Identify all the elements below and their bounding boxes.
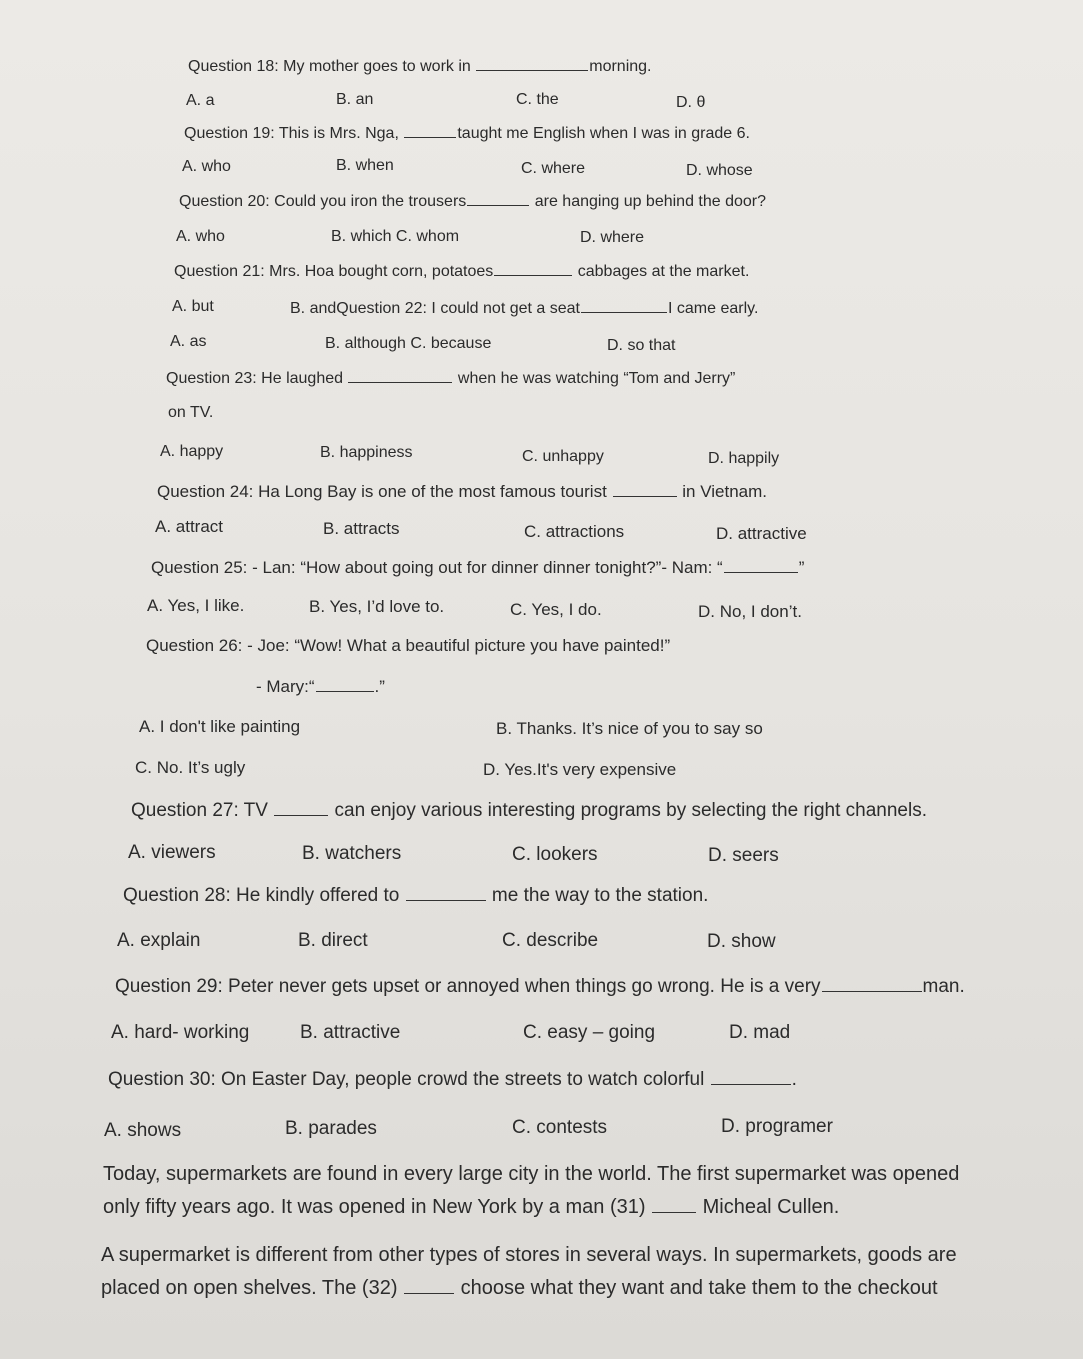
answer-blank[interactable]	[724, 571, 798, 573]
question-26-reply	[256, 677, 385, 697]
option-b[interactable]: B. Thanks. It’s nice of you to say so	[496, 719, 763, 738]
question-19-text-end: taught me English when I was in grade 6.	[457, 125, 750, 142]
option-c[interactable]: C. easy – going	[523, 1022, 656, 1043]
option-d[interactable]: D. so that	[607, 337, 676, 354]
answer-blank-31[interactable]	[652, 1211, 696, 1213]
option-c[interactable]: C. unhappy	[522, 448, 604, 465]
answer-blank[interactable]	[494, 274, 572, 276]
option-b[interactable]: B. watchers	[302, 843, 402, 864]
passage-line-4-text: placed on open shelves. The (32)	[101, 1277, 404, 1299]
option-b[interactable]: B. when	[336, 157, 394, 174]
option-d[interactable]: D. mad	[729, 1022, 791, 1043]
answer-blank[interactable]	[613, 495, 677, 497]
option-d[interactable]: D. happily	[708, 450, 780, 467]
option-c[interactable]: C. the	[516, 91, 559, 108]
passage-line-1: Today, supermarkets are found in every large city in the world. The first supermarket was opened	[103, 1163, 960, 1185]
option-a[interactable]: A. happy	[160, 443, 224, 460]
option-b-and-question-22	[290, 300, 758, 318]
question-20-text: Question 20: Could you iron the trousers	[179, 193, 467, 210]
question-29	[115, 976, 965, 998]
question-27-text-end: can enjoy various interesting programs by selecting the right channels.	[329, 800, 928, 821]
answer-blank[interactable]	[476, 69, 588, 71]
question-26: Question 26: - Joe: “Wow! What a beautiful picture you have painted!”	[146, 636, 671, 655]
question-29-text-end: man.	[922, 976, 965, 997]
question-23-text: Question 23: He laughed	[166, 370, 348, 387]
question-19-text: Question 19: This is Mrs. Nga,	[184, 125, 404, 142]
answer-blank[interactable]	[822, 990, 922, 992]
question-26-reply-text: - Mary:“	[256, 677, 315, 696]
option-b[interactable]: B. attractive	[300, 1022, 401, 1043]
option-b[interactable]: B. Yes, I’d love to.	[309, 597, 445, 616]
option-c[interactable]: C. No. It’s ugly	[135, 758, 246, 777]
question-25-text: Question 25: - Lan: “How about going out for dinner dinner tonight?”- Nam: “	[151, 558, 723, 577]
option-d[interactable]: D. θ	[676, 94, 706, 111]
option-c[interactable]: C. contests	[512, 1117, 608, 1138]
option-d[interactable]: D. attractive	[716, 524, 807, 543]
answer-blank-32[interactable]	[404, 1292, 454, 1294]
option-a[interactable]: A. as	[170, 333, 207, 350]
option-a[interactable]: A. viewers	[128, 842, 216, 863]
answer-blank[interactable]	[348, 381, 452, 383]
answer-blank[interactable]	[581, 311, 667, 313]
answer-blank[interactable]	[711, 1083, 791, 1085]
option-a[interactable]: A. Yes, I like.	[147, 596, 245, 615]
answer-blank[interactable]	[274, 814, 328, 816]
option-b[interactable]: B. an	[336, 91, 374, 108]
question-22-text: B. andQuestion 22: I could not get a seat	[290, 300, 580, 317]
question-23	[166, 370, 735, 388]
question-25	[151, 558, 804, 578]
question-30-text: Question 30: On Easter Day, people crowd the streets to watch colorful	[108, 1069, 710, 1090]
option-c[interactable]: C. Yes, I do.	[510, 600, 602, 619]
question-21	[174, 263, 749, 281]
option-d[interactable]: D. programer	[721, 1116, 833, 1137]
passage-line-4	[101, 1277, 938, 1300]
passage-line-2-end: Micheal Cullen.	[697, 1196, 840, 1218]
option-a[interactable]: A. hard- working	[111, 1022, 250, 1043]
question-24-text-end: in Vietnam.	[677, 482, 767, 501]
passage-line-3: A supermarket is different from other types of stores in several ways. In supermarkets, goods are	[101, 1244, 957, 1266]
option-b-c[interactable]: B. which C. whom	[331, 228, 460, 245]
question-19	[184, 125, 750, 143]
question-28-text-end: me the way to the station.	[486, 885, 709, 906]
question-20-text-end: are hanging up behind the door?	[530, 193, 767, 210]
question-21-text: Question 21: Mrs. Hoa bought corn, potatoes	[174, 263, 494, 280]
option-a[interactable]: A. but	[172, 298, 214, 315]
option-d[interactable]: D. No, I don’t.	[698, 602, 802, 621]
question-23-continued: on TV.	[168, 404, 214, 421]
question-22-text-end: I came early.	[667, 300, 759, 317]
option-a[interactable]: A. explain	[117, 930, 201, 951]
answer-blank[interactable]	[404, 136, 456, 138]
option-c[interactable]: C. lookers	[512, 844, 598, 865]
question-28-text: Question 28: He kindly offered to	[123, 885, 405, 906]
answer-blank[interactable]	[406, 899, 486, 901]
option-b[interactable]: B. direct	[298, 930, 368, 951]
option-a[interactable]: A. who	[176, 228, 225, 245]
option-b[interactable]: B. attracts	[323, 519, 400, 538]
option-a[interactable]: A. shows	[104, 1120, 182, 1141]
option-d[interactable]: D. Yes.It's very expensive	[483, 760, 677, 779]
question-26-reply-end: .”	[374, 677, 385, 696]
passage-line-2	[103, 1196, 839, 1219]
question-18-text-end: morning.	[589, 58, 652, 75]
option-d[interactable]: D. whose	[686, 162, 753, 179]
question-21-text-end: cabbages at the market.	[573, 263, 750, 280]
question-29-text: Question 29: Peter never gets upset or annoyed when things go wrong. He is a very	[115, 976, 821, 997]
answer-blank[interactable]	[316, 690, 374, 692]
question-30	[108, 1069, 797, 1091]
question-20	[179, 193, 766, 211]
question-18	[188, 58, 652, 76]
option-d[interactable]: D. show	[707, 931, 776, 952]
option-a[interactable]: A. I don't like painting	[139, 717, 301, 736]
answer-blank[interactable]	[467, 204, 529, 206]
option-d[interactable]: D. where	[580, 229, 645, 246]
option-b[interactable]: B. happiness	[320, 444, 413, 461]
question-27	[131, 800, 927, 822]
option-c[interactable]: C. describe	[502, 930, 599, 951]
passage-line-4-end: choose what they want and take them to the checkout	[455, 1277, 938, 1299]
option-a[interactable]: A. attract	[155, 517, 224, 536]
option-a[interactable]: A. who	[182, 158, 231, 175]
question-23-text-end: when he was watching “Tom and Jerry”	[453, 370, 736, 387]
option-b[interactable]: B. parades	[285, 1118, 377, 1139]
passage-line-2-text: only fifty years ago. It was opened in New York by a man (31)	[103, 1196, 652, 1218]
question-30-text-end: .	[791, 1069, 797, 1090]
option-c[interactable]: C. where	[521, 160, 586, 177]
question-25-text-end: ”	[798, 558, 805, 577]
question-18-text: Question 18: My mother goes to work in	[188, 58, 476, 75]
option-b-c[interactable]: B. although C. because	[325, 335, 492, 352]
question-24-text: Question 24: Ha Long Bay is one of the most famous tourist	[157, 482, 612, 501]
option-a[interactable]: A. a	[186, 92, 215, 109]
option-d[interactable]: D. seers	[708, 845, 779, 866]
question-24	[157, 482, 767, 502]
option-c[interactable]: C. attractions	[524, 522, 625, 541]
question-27-text: Question 27: TV	[131, 800, 274, 821]
question-28	[123, 885, 708, 907]
